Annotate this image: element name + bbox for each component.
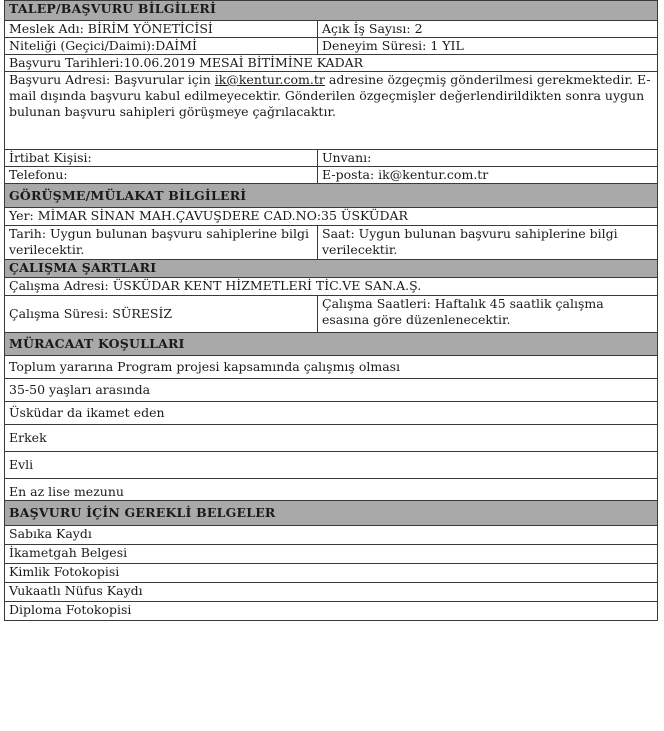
section-header-muracaat	[5, 333, 658, 356]
table-row	[5, 38, 658, 55]
table-row	[5, 278, 658, 296]
list-item	[5, 564, 658, 583]
muracaat-kosulu: Toplum yararına Program projesi kapsamında çalışmış olması	[5, 356, 658, 379]
muracaat-kosulu: Erkek	[5, 425, 658, 452]
list-item	[5, 479, 658, 501]
list-item	[5, 356, 658, 379]
email-link[interactable]: ik@kentur.com.tr	[214, 72, 325, 87]
section-header-belgeler	[5, 501, 658, 526]
section-title: ÇALIŞMA ŞARTLARI	[5, 260, 658, 278]
deneyim-suresi: Deneyim Süresi: 1 YIL	[318, 38, 658, 55]
irtibat-kisisi: İrtibat Kişisi:	[5, 150, 318, 167]
basvuru-tarihleri: Başvuru Tarihleri:10.06.2019 MESAİ BİTİMİNE KADAR	[5, 55, 658, 72]
table-row	[5, 208, 658, 226]
table-row	[5, 167, 658, 184]
unvani: Unvanı:	[318, 150, 658, 167]
gerekli-belge: İkametgah Belgesi	[5, 545, 658, 564]
list-item	[5, 425, 658, 452]
calisma-adresi: Çalışma Adresi: ÜSKÜDAR KENT HİZMETLERİ TİC.VE SAN.A.Ş.	[5, 278, 658, 296]
meslek-adi: Meslek Adı: BİRİM YÖNETİCİSİ	[5, 21, 318, 38]
list-item	[5, 452, 658, 479]
table-row	[5, 21, 658, 38]
list-item	[5, 526, 658, 545]
acik-is-sayisi: Açık İş Sayısı: 2	[318, 21, 658, 38]
muracaat-kosulu: Evli	[5, 452, 658, 479]
calisma-saatleri: Çalışma Saatleri: Haftalık 45 saatlik çalışma esasına göre düzenlenecektir.	[318, 296, 658, 333]
section-header-gorusme	[5, 184, 658, 208]
section-title: BAŞVURU İÇİN GEREKLİ BELGELER	[5, 501, 658, 526]
table-row	[5, 55, 658, 72]
section-header-calisma	[5, 260, 658, 278]
list-item	[5, 379, 658, 402]
telefonu: Telefonu:	[5, 167, 318, 184]
list-item	[5, 602, 658, 621]
job-posting-document	[4, 0, 658, 621]
basvuru-adresi-text-end: adresine özgeçmiş gönderilmesi gerekmektedir. E-mail dışında başvuru kabul edilmeyecektir. Gönderilen özgeçmişler değerlendirildikten sonra uygun bulunan başvuru sahipleri görüşmeye çağrılacaktır.	[9, 72, 651, 119]
niteligi: Niteliği (Geçici/Daimi):DAİMİ	[5, 38, 318, 55]
table-row	[5, 150, 658, 167]
gerekli-belge: Diploma Fotokopisi	[5, 602, 658, 621]
muracaat-kosulu: 35-50 yaşları arasında	[5, 379, 658, 402]
gerekli-belge: Kimlik Fotokopisi	[5, 564, 658, 583]
muracaat-kosulu: Üsküdar da ikamet eden	[5, 402, 658, 425]
section-header-talep	[5, 1, 658, 21]
list-item	[5, 402, 658, 425]
table-row	[5, 72, 658, 150]
gerekli-belge: Sabıka Kaydı	[5, 526, 658, 545]
gorusme-yeri: Yer: MİMAR SİNAN MAH.ÇAVUŞDERE CAD.NO:35 ÜSKÜDAR	[5, 208, 658, 226]
table-row	[5, 296, 658, 333]
muracaat-kosulu: En az lise mezunu	[5, 479, 658, 501]
table-row	[5, 226, 658, 260]
basvuru-adresi-text: Başvuru Adresi: Başvurular için	[9, 72, 215, 87]
calisma-suresi: Çalışma Süresi: SÜRESİZ	[5, 296, 318, 333]
eposta: E-posta: ik@kentur.com.tr	[318, 167, 658, 184]
section-title: MÜRACAAT KOŞULLARI	[5, 333, 658, 356]
gerekli-belge: Vukaatlı Nüfus Kaydı	[5, 583, 658, 602]
section-title: TALEP/BAŞVURU BİLGİLERİ	[5, 1, 658, 21]
list-item	[5, 545, 658, 564]
section-title: GÖRÜŞME/MÜLAKAT BİLGİLERİ	[5, 184, 658, 208]
gorusme-tarihi: Tarih: Uygun bulunan başvuru sahiplerine bilgi verilecektir.	[5, 226, 318, 260]
basvuru-adresi	[5, 72, 658, 150]
job-posting-table	[4, 0, 658, 621]
list-item	[5, 583, 658, 602]
gorusme-saati: Saat: Uygun bulunan başvuru sahiplerine bilgi verilecektir.	[318, 226, 658, 260]
